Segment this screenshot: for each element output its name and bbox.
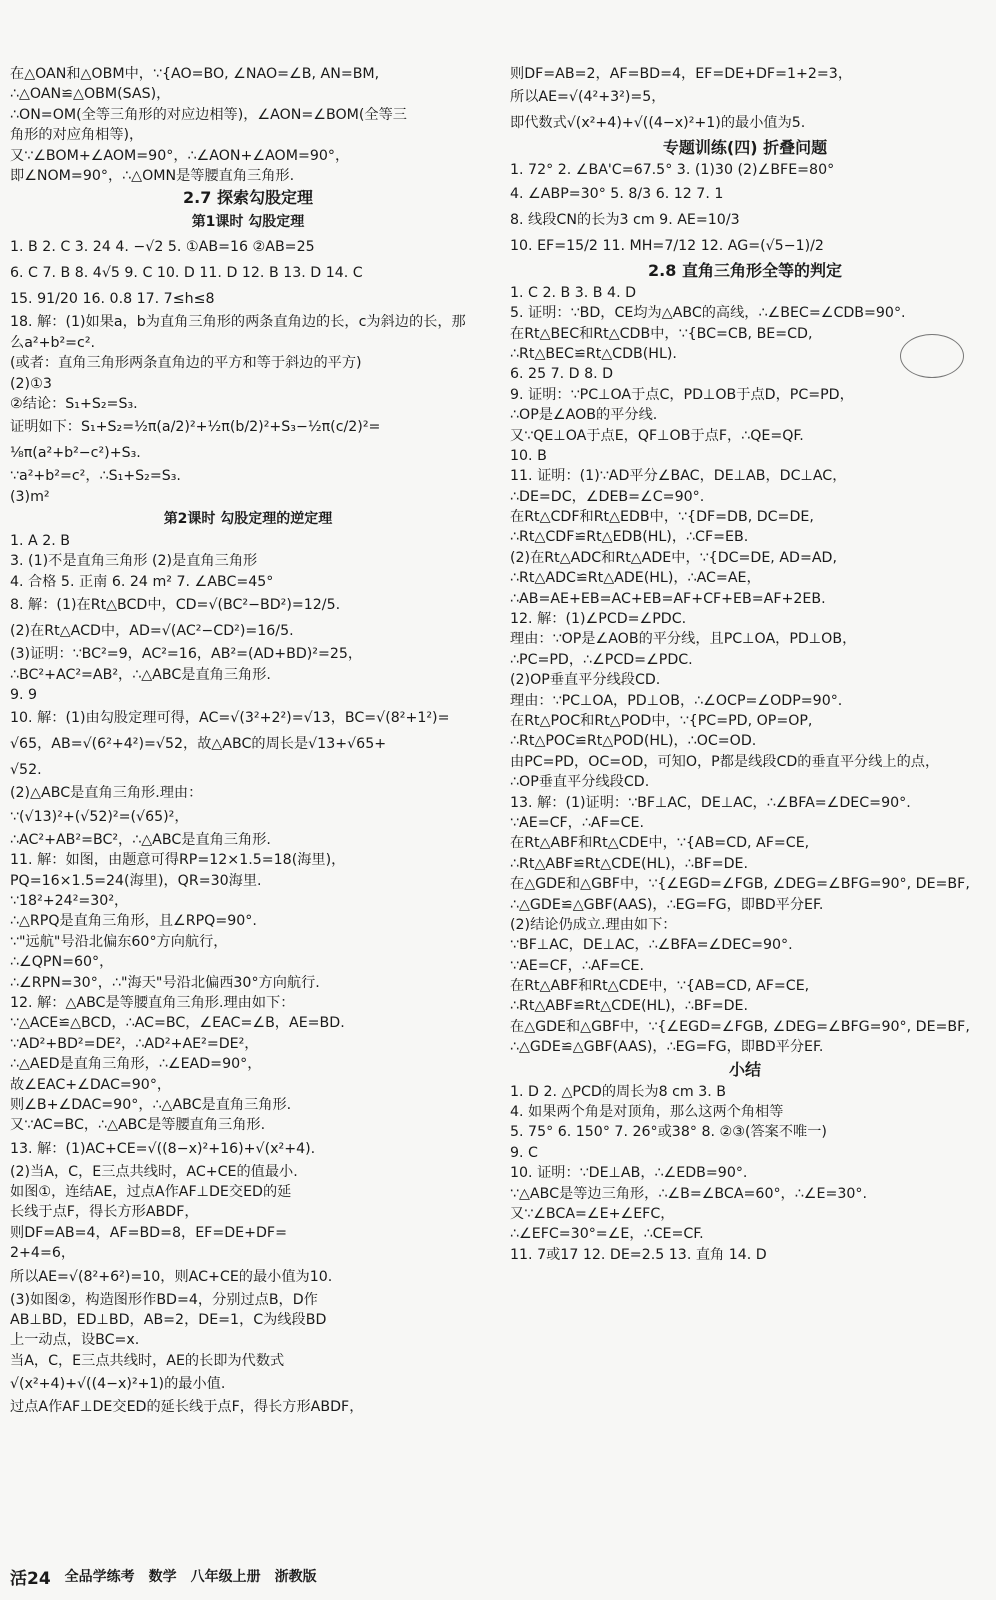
left-line: ∴△RPQ是直角三角形，且∠RPQ=90°. — [10, 913, 257, 930]
right-line: ∴Rt△BEC≌Rt△CDB(HL). — [510, 345, 677, 362]
right-line: (2)结论仍成立.理由如下： — [510, 916, 677, 933]
right-line: 13. 解：(1)证明：∵BF⊥AC，DE⊥AC，∴∠BFA=∠DEC=90°. — [510, 794, 911, 811]
right-line: 5. 75° 6. 150° 7. 26°或38° 8. ②③(答案不唯一) — [510, 1124, 827, 1141]
page-number: 活24 — [10, 1568, 51, 1589]
left-line: ∵AD²+BD²=DE²，∴AD²+AE²=DE²， — [10, 1035, 259, 1052]
right-line: ∴Rt△ABF≌Rt△CDE(HL)，∴BF=DE. — [510, 998, 749, 1015]
left-line: (2)①3 — [10, 375, 52, 392]
left-line: 8. 解：(1)在Rt△BCD中，CD=√(BC²−BD²)=12/5. — [10, 597, 341, 614]
left-line: √(x²+4)+√((4−x)²+1)的最小值. — [10, 1376, 226, 1393]
left-line: 12. 解：△ABC是等腰直角三角形.理由如下： — [10, 994, 295, 1011]
left-line: 4. 合格 5. 正南 6. 24 m² 7. ∠ABC=45° — [10, 573, 274, 590]
right-line: 6. 25 7. D 8. D — [510, 366, 614, 383]
right-line: 8. 线段CN的长为3 cm 9. AE=10/3 — [510, 211, 740, 228]
subject: 数学 — [148, 1569, 177, 1585]
left-line: 3. (1)不是直角三角形 (2)是直角三角形 — [10, 553, 258, 570]
left-line: 则DF=AB=4，AF=BD=8，EF=DE+DF= — [10, 1224, 287, 1241]
right-line: ∴OP垂直平分线段CD. — [510, 774, 650, 791]
right-line: 又∵QE⊥OA于点E，QF⊥OB于点F，∴QE=QF. — [510, 427, 804, 444]
left-line: (2)在Rt△ACD中，AD=√(AC²−CD²)=16/5. — [10, 623, 294, 640]
left-line: ∵△ACE≌△BCD，∴AC=BC，∠EAC=∠B，AE=BD. — [10, 1015, 345, 1032]
right-line: 10. EF=15/2 11. MH=7/12 12. AG=(√5−1)/2 — [510, 237, 824, 254]
left-line: 则∠B+∠DAC=90°，∴△ABC是直角三角形. — [10, 1096, 292, 1113]
right-line: 9. C — [510, 1144, 538, 1161]
book-title: 全品学练考 — [64, 1569, 135, 1585]
right-line: 在Rt△ABF和Rt△CDE中，∵{AB=CD, AF=CE, — [510, 835, 810, 852]
right-line: 4. ∠ABP=30° 5. 8/3 6. 12 7. 1 — [510, 185, 724, 202]
right-line: ∴AB=AE+EB=AC+EB=AF+CF+EB=AF+2EB. — [510, 590, 826, 607]
right-line: (2)OP垂直平分线段CD. — [510, 672, 661, 689]
right-line: ∵AE=CF，∴AF=CE. — [510, 957, 644, 974]
right-line: 则DF=AB=2，AF=BD=4，EF=DE+DF=1+2=3， — [510, 66, 853, 82]
right-line: ∴OP是∠AOB的平分线. — [510, 407, 658, 424]
left-line: 11. 解：如图，由题意可得RP=12×1.5=18(海里)， — [10, 852, 346, 869]
left-line: 证明如下：S₁+S₂=½π(a/2)²+½π(b/2)²+S₃−½π(c/2)²= — [10, 419, 381, 436]
right-line: ∴△GDE≌△GBF(AAS)，∴EG=FG，即BD平分EF. — [510, 896, 824, 913]
left-line: 当A，C，E三点共线时，AE的长即为代数式 — [10, 1352, 285, 1369]
right-line: 2.8 直角三角形全等的判定 — [648, 260, 842, 280]
right-line: 即代数式√(x²+4)+√((4−x)²+1)的最小值为5. — [510, 115, 806, 132]
left-line: 上一动点，设BC=x. — [10, 1332, 140, 1349]
right-line: 又∵∠BCA=∠E+∠EFC， — [510, 1205, 675, 1222]
left-line: 在△OAN和△OBM中，∵{AO=BO, ∠NAO=∠B, AN=BM, — [10, 66, 380, 82]
right-line: 10. B — [510, 447, 547, 464]
left-line: ∵a²+b²=c²，∴S₁+S₂=S₃. — [10, 468, 181, 485]
right-line: 10. 证明：∵DE⊥AB，∴∠EDB=90°. — [510, 1165, 748, 1182]
left-line: ⅛π(a²+b²−c²)+S₃. — [10, 445, 141, 462]
right-line: 11. 7或17 12. DE=2.5 13. 直角 14. D — [510, 1246, 767, 1263]
left-line: 第2课时 勾股定理的逆定理 — [163, 511, 333, 528]
left-line: 又∵∠BOM+∠AOM=90°，∴∠AON+∠AOM=90°， — [10, 147, 350, 164]
left-line: ∴ON=OM(全等三角形的对应边相等)，∠AON=∠BOM(全等三 — [10, 106, 407, 123]
left-line: 所以AE=√(8²+6²)=10，则AC+CE的最小值为10. — [10, 1268, 333, 1285]
right-line: ∴∠EFC=30°=∠E，∴CE=CF. — [510, 1226, 704, 1243]
right-line: 在Rt△CDF和Rt△EDB中，∵{DF=DB, DC=DE, — [510, 509, 814, 526]
right-line: 11. 证明：(1)∵AD平分∠BAC，DE⊥AB，DC⊥AC， — [510, 468, 847, 485]
right-line: 理由：∵OP是∠AOB的平分线，且PC⊥OA，PD⊥OB， — [510, 631, 857, 648]
left-column — [10, 64, 486, 1418]
right-line: ∴Rt△ABF≌Rt△CDE(HL)，∴BF=DE. — [510, 855, 749, 872]
left-line: ∴∠RPN=30°，∴"海天"号沿北偏西30°方向航行. — [10, 974, 320, 991]
grade: 八年级上册 — [190, 1569, 261, 1585]
left-line: 又∵AC=BC，∴△ABC是等腰直角三角形. — [10, 1117, 266, 1134]
left-line: 1. A 2. B — [10, 533, 71, 550]
left-line: 13. 解：(1)AC+CE=√((8−x)²+16)+√(x²+4). — [10, 1140, 316, 1157]
right-line: 小结 — [728, 1059, 761, 1079]
left-line: ∴BC²+AC²=AB²，∴△ABC是直角三角形. — [10, 666, 271, 683]
left-line: ∴∠QPN=60°， — [10, 954, 114, 971]
right-line: 所以AE=√(4²+3²)=5， — [510, 89, 666, 106]
left-line: 9. 9 — [10, 687, 38, 704]
right-line: 由PC=PD，OC=OD，可知O，P都是线段CD的垂直平分线上的点， — [510, 753, 940, 770]
right-line: ∵△ABC是等边三角形，∴∠B=∠BCA=60°，∴∠E=30°. — [510, 1185, 868, 1202]
left-line: (2)当A，C，E三点共线时，AC+CE的值最小. — [10, 1163, 298, 1180]
left-line: 么a²+b²=c². — [10, 334, 96, 351]
stamp-mark — [900, 334, 964, 378]
right-line: 专题训练(四) 折叠问题 — [662, 138, 828, 158]
left-line: 2+4=6， — [10, 1245, 76, 1262]
page-footer — [10, 1564, 970, 1588]
right-line: 在Rt△POC和Rt△POD中，∵{PC=PD, OP=OP, — [510, 712, 813, 729]
right-line: (2)在Rt△ADC和Rt△ADE中，∵{DC=DE, AD=AD, — [510, 549, 837, 566]
left-line: 1. B 2. C 3. 24 4. −√2 5. ①AB=16 ②AB=25 — [10, 239, 315, 256]
left-line: ∴AC²+AB²=BC²，∴△ABC是直角三角形. — [10, 831, 271, 848]
left-line: ∵(√13)²+(√52)²=(√65)²， — [10, 808, 189, 825]
left-line: 2.7 探索勾股定理 — [183, 188, 313, 208]
left-line: √65，AB=√(6²+4²)=√52，故△ABC的周长是√13+√65+ — [10, 736, 387, 753]
edition: 浙教版 — [274, 1569, 317, 1585]
left-line: ∵18²+24²=30²， — [10, 892, 129, 909]
left-line: 15. 91/20 16. 0.8 17. 7≤h≤8 — [10, 291, 215, 308]
left-line: 6. C 7. B 8. 4√5 9. C 10. D 11. D 12. B 13. D 14. C — [10, 265, 363, 282]
right-line: 在△GDE和△GBF中，∵{∠EGD=∠FGB, ∠DEG=∠BFG=90°, DE=BF, — [510, 876, 970, 893]
left-line: 故∠EAC+∠DAC=90°， — [10, 1076, 172, 1093]
right-line: 4. 如果两个角是对顶角，那么这两个角相等 — [510, 1104, 784, 1121]
right-line: 在Rt△ABF和Rt△CDE中，∵{AB=CD, AF=CE, — [510, 978, 810, 995]
left-line: 角形的对应角相等)， — [10, 127, 144, 144]
left-line: AB⊥BD，ED⊥BD，AB=2，DE=1，C为线段BD — [10, 1312, 327, 1329]
left-line: √52. — [10, 762, 42, 779]
left-line: (3)证明：∵BC²=9，AC²=16，AB²=(AD+BD)²=25， — [10, 646, 363, 663]
left-line: ∴△AED是直角三角形，∴∠EAD=90°， — [10, 1056, 262, 1073]
right-line: ∴△GDE≌△GBF(AAS)，∴EG=FG，即BD平分EF. — [510, 1039, 824, 1056]
left-line: 即∠NOM=90°，∴△OMN是等腰直角三角形. — [10, 167, 295, 184]
right-line: 5. 证明：∵BD，CE均为△ABC的高线，∴∠BEC=∠CDB=90°. — [510, 305, 906, 322]
left-line: 10. 解：(1)由勾股定理可得，AC=√(3²+2²)=√13，BC=√(8²+1²)= — [10, 710, 450, 727]
left-line: (3)如图②，构造图形作BD=4，分别过点B，D作 — [10, 1291, 318, 1308]
right-line: 1. D 2. △PCD的周长为8 cm 3. B — [510, 1083, 727, 1100]
right-line: 理由：∵PC⊥OA，PD⊥OB，∴∠OCP=∠ODP=90°. — [510, 692, 843, 709]
left-line: PQ=16×1.5=24(海里)，QR=30海里. — [10, 872, 262, 889]
right-line: 12. 解：(1)∠PCD=∠PDC. — [510, 611, 687, 628]
right-line: ∴PC=PD，∴∠PCD=∠PDC. — [510, 651, 693, 668]
left-line: (2)△ABC是直角三角形.理由： — [10, 785, 203, 802]
right-line: 1. 72° 2. ∠BA'C=67.5° 3. (1)30 (2)∠BFE=80° — [510, 162, 835, 179]
right-line: ∴DE=DC，∠DEB=∠C=90°. — [510, 488, 705, 505]
right-column — [510, 64, 980, 1265]
left-line: 长线于点F，得长方形ABDF， — [10, 1204, 199, 1221]
left-line: 过点A作AF⊥DE交ED的延长线于点F，得长方形ABDF， — [10, 1399, 364, 1416]
right-line: ∵BF⊥AC，DE⊥AC，∴∠BFA=∠DEC=90°. — [510, 937, 793, 954]
left-line: ②结论：S₁+S₂=S₃. — [10, 395, 138, 412]
left-line: 18. 解：(1)如果a，b为直角三角形的两条直角边的长，c为斜边的长，那 — [10, 314, 466, 331]
right-line: 1. C 2. B 3. B 4. D — [510, 284, 637, 301]
right-line: ∴Rt△CDF≌Rt△EDB(HL)，∴CF=EB. — [510, 529, 749, 546]
right-line: 在△GDE和△GBF中，∵{∠EGD=∠FGB, ∠DEG=∠BFG=90°, DE=BF, — [510, 1018, 970, 1035]
left-line: (3)m² — [10, 488, 50, 505]
right-line: ∵AE=CF，∴AF=CE. — [510, 814, 644, 831]
right-line: 9. 证明：∵PC⊥OA于点C，PD⊥OB于点D，PC=PD， — [510, 386, 854, 403]
right-line: 在Rt△BEC和Rt△CDB中，∵{BC=CB, BE=CD, — [510, 325, 813, 342]
right-line: ∴Rt△POC≌Rt△POD(HL)，∴OC=OD. — [510, 733, 757, 750]
right-line: ∴Rt△ADC≌Rt△ADE(HL)，∴AC=AE， — [510, 570, 761, 587]
left-line: ∵"远航"号沿北偏东60°方向航行， — [10, 933, 228, 950]
left-line: (或者：直角三角形两条直角边的平方和等于斜边的平方) — [10, 355, 362, 372]
left-line: 第1课时 勾股定理 — [191, 214, 305, 231]
left-line: ∴△OAN≌△OBM(SAS)， — [10, 86, 171, 103]
left-line: 如图①，连结AE，过点A作AF⊥DE交ED的延 — [10, 1184, 292, 1201]
